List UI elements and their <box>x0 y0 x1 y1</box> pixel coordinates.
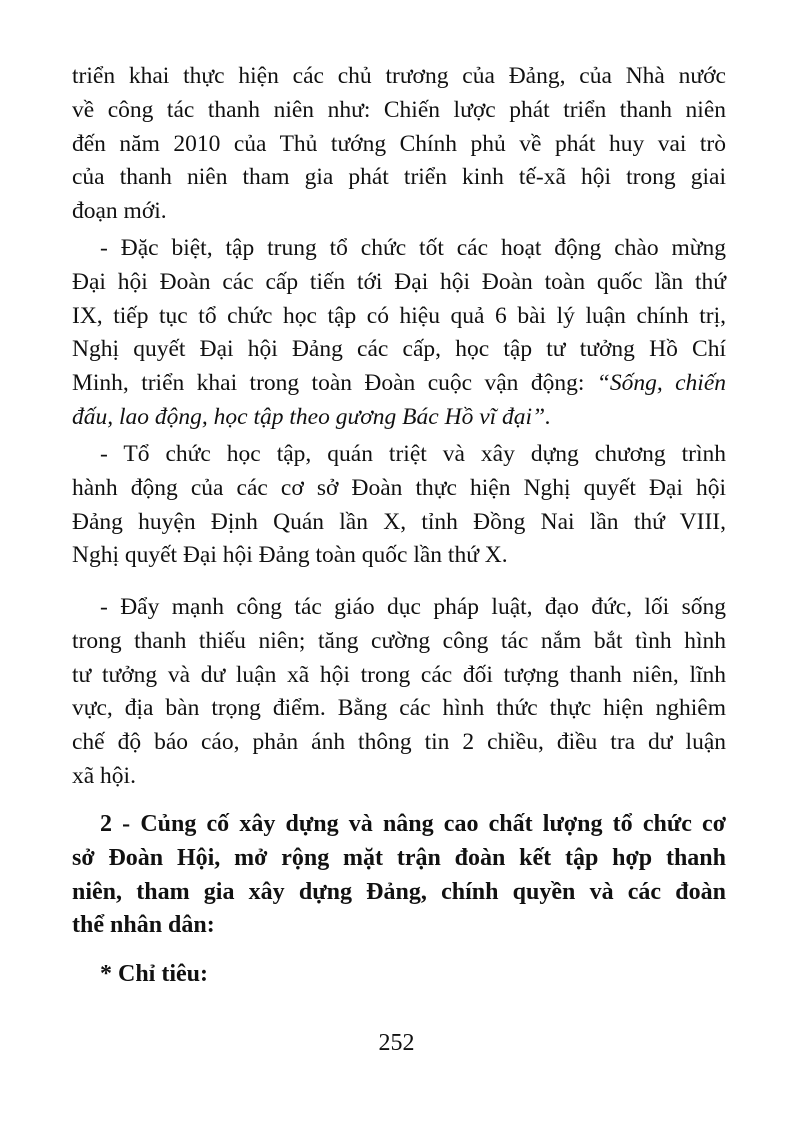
text-line: - Đẩy mạnh công tác giáo dục pháp luật, đạo đức, lối sống <box>100 594 726 620</box>
text-line: vực, địa bàn trọng điểm. Bằng các hình thức thực hiện nghiêm <box>72 695 726 722</box>
subheading-line: * Chỉ tiêu: <box>100 961 208 987</box>
text-line: hành động của các cơ sở Đoàn thực hiện Nghị quyết Đại hội <box>72 474 726 501</box>
paragraph-3 <box>72 438 726 573</box>
heading-line: niên, tham gia xây dựng Đảng, chính quyền và các đoàn <box>72 878 726 905</box>
text-line: về công tác thanh niên như: Chiến lược phát triển thanh niên <box>72 96 726 123</box>
text-line <box>72 367 726 401</box>
paragraph-4 <box>72 591 726 794</box>
italic-quote: “Sống, chiến <box>596 370 727 397</box>
paragraph-2 <box>72 232 726 435</box>
text-line: đoạn mới. <box>72 198 167 225</box>
text-line: xã hội. <box>72 762 136 789</box>
text-line: Đại hội Đoàn các cấp tiến tới Đại hội Đoàn toàn quốc lần thứ <box>72 268 726 295</box>
text-line: triển khai thực hiện các chủ trương của Đảng, của Nhà nước <box>72 63 726 89</box>
text-line: - Đặc biệt, tập trung tổ chức tốt các hoạt động chào mừng <box>100 235 726 261</box>
heading-line: 2 - Củng cố xây dựng và nâng cao chất lượng tổ chức cơ <box>100 811 726 837</box>
text-line: IX, tiếp tục tổ chức học tập có hiệu quả 6 bài lý luận chính trị, <box>72 302 726 329</box>
text-line: Nghị quyết Đại hội Đảng toàn quốc lần thứ X. <box>72 542 508 569</box>
heading-line: sở Đoàn Hội, mở rộng mặt trận đoàn kết tập hợp thanh <box>72 844 726 871</box>
subheading <box>72 958 726 992</box>
text-line: của thanh niên tham gia phát triển kinh tế-xã hội trong giai <box>72 164 726 191</box>
italic-quote-line: đấu, lao động, học tập theo gương Bác Hồ vĩ đại”. <box>72 403 551 430</box>
text-line: - Tổ chức học tập, quán triệt và xây dựng chương trình <box>100 441 726 467</box>
heading-line: thể nhân dân: <box>72 912 215 939</box>
text-line: Nghị quyết Đại hội Đảng các cấp, học tập tư tưởng Hồ Chí <box>72 336 726 363</box>
text-line: đến năm 2010 của Thủ tướng Chính phủ về phát huy vai trò <box>72 130 726 157</box>
paragraph-1 <box>72 60 726 229</box>
text-line: Đảng huyện Định Quán lần X, tỉnh Đồng Nai lần thứ VIII, <box>72 508 726 535</box>
text-segment: Minh, triển khai trong toàn Đoàn cuộc vận động: <box>72 370 597 397</box>
page-number: 252 <box>378 1030 415 1056</box>
text-line: chế độ báo cáo, phản ánh thông tin 2 chiều, điều tra dư luận <box>72 729 726 756</box>
text-line: trong thanh thiếu niên; tăng cường công tác nắm bắt tình hình <box>72 627 726 654</box>
text-line: tư tưởng và dư luận xã hội trong các đối tượng thanh niên, lĩnh <box>72 661 726 688</box>
section-heading <box>72 808 726 943</box>
